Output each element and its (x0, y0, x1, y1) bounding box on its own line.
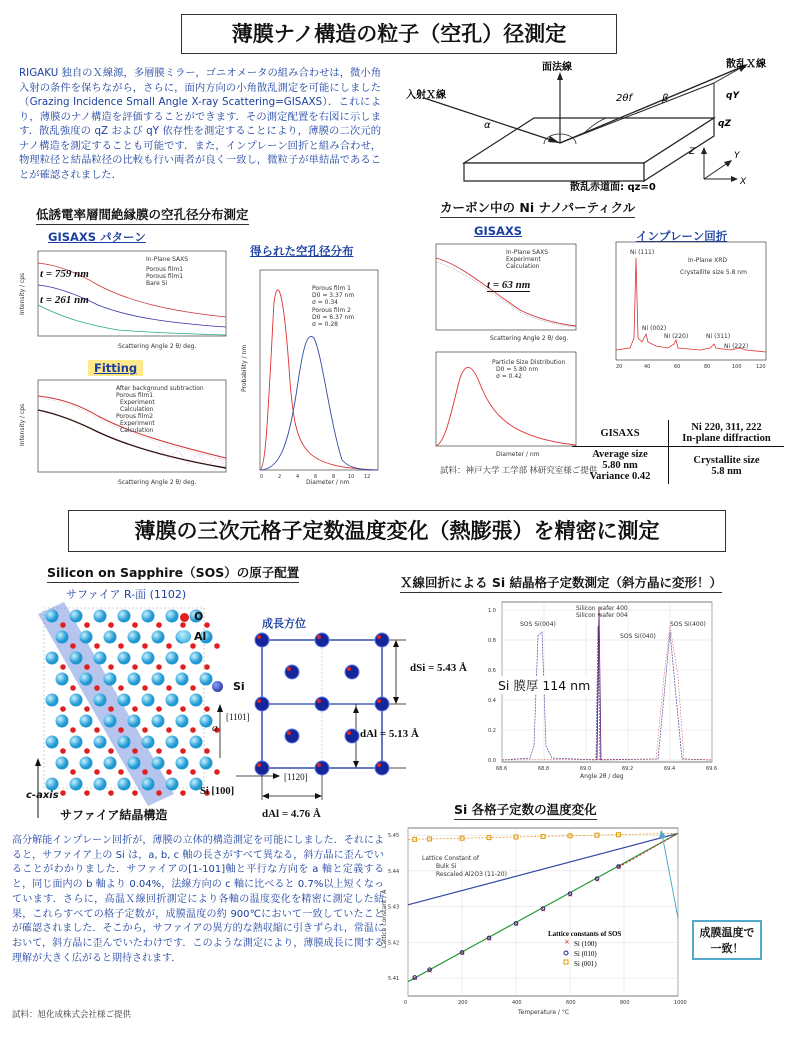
ni-size-table (572, 420, 784, 484)
o-atom (70, 727, 76, 733)
sapphire-plane-label: サファイア R-面 (1102) (66, 588, 187, 601)
dist-ylabel: Probability / nm (241, 344, 248, 392)
al-atom (128, 631, 141, 644)
o-atom (118, 685, 124, 691)
o-atom (142, 727, 148, 733)
al-atom (80, 631, 93, 644)
normal-label: 面法線 (542, 62, 572, 73)
o-atom (84, 748, 90, 754)
fit-legend-title: After background subtraction (116, 385, 204, 392)
temp-xtick: 800 (620, 1000, 630, 1006)
o-atom (132, 748, 138, 754)
pore-distribution-label: 得られた空孔径分布 (250, 244, 354, 258)
al-atom (128, 715, 141, 728)
point-si100: × (567, 890, 574, 899)
al-atom (142, 694, 155, 707)
al-atom (70, 778, 83, 791)
si-atom (345, 665, 359, 679)
svg-text:20: 20 (616, 364, 623, 370)
qy-label: qY (726, 91, 739, 101)
ni-saxs-xlabel: Scattering Angle 2 θ/ deg. (490, 335, 569, 342)
ni-gisaxs-label: GISAXS (474, 224, 523, 238)
fit-legend-1: Porous film1 (116, 392, 154, 399)
al-atom (176, 715, 189, 728)
al-atom (118, 694, 131, 707)
point-si100: × (594, 875, 601, 884)
al-atom (94, 694, 107, 707)
fit-legend-6: Calculation (120, 427, 154, 434)
si-atom (255, 697, 269, 711)
al-atom (56, 757, 69, 770)
al-atom (128, 757, 141, 770)
sapphire-structure-label: サファイア結晶構造 (60, 808, 168, 822)
o-atom (108, 790, 114, 796)
fit-legend-3: Calculation (120, 406, 154, 413)
o-atom (108, 748, 114, 754)
al-legend-label: Al (194, 630, 207, 643)
ni-xrd-chart (600, 238, 770, 378)
point-si100: × (616, 863, 622, 872)
si100-label: Si [100] (200, 786, 235, 797)
psd-d0: D0 = 5.80 nm (496, 366, 539, 373)
o-atom (132, 664, 138, 670)
si-atom (255, 633, 269, 647)
temp-legend2-1: Si (100) (574, 940, 597, 948)
o-legend-label: O (194, 610, 204, 623)
al-atom (46, 736, 59, 749)
temp-legend-bulk: Bulk Si (436, 863, 457, 870)
al-atom (70, 652, 83, 665)
al-atom (70, 610, 83, 623)
o-atom (94, 685, 100, 691)
xrd-legend-2: Silicon wafer 004 (576, 612, 628, 619)
al-atom (118, 652, 131, 665)
al-atom (142, 652, 155, 665)
alpha-label: α (484, 120, 491, 131)
o-atom (70, 643, 76, 649)
low-k-heading: 低誘電率層間絶縁膜の空孔径分布測定 (36, 205, 249, 225)
dist-legend-2: D0 = 3.37 nm (312, 292, 355, 299)
al-atom (152, 673, 165, 686)
si-atom (285, 665, 299, 679)
dist-legend-5: D0 = 6.37 nm (312, 314, 355, 321)
al-atom (94, 610, 107, 623)
temp-xtick: 200 (458, 1000, 468, 1006)
al-atom (94, 736, 107, 749)
si-atom (375, 761, 389, 775)
temp-xtick: 0 (404, 1000, 408, 1006)
temp-xtick: 1000 (674, 1000, 687, 1006)
al-atom (166, 652, 179, 665)
temp-xtick: 600 (566, 1000, 576, 1006)
al-atom (46, 694, 59, 707)
dist-legend-6: σ = 0.28 (312, 321, 339, 328)
temp-xlabel: Temperature / °C (518, 1009, 570, 1016)
temp-ytick: 5.42 (388, 940, 400, 947)
o-atom (94, 643, 100, 649)
svg-text:4: 4 (296, 474, 300, 480)
ni-credit: 試料：神戸大学 工学部 林研究室様ご提供 (440, 465, 598, 475)
o-atom (108, 622, 114, 628)
o-atom (166, 769, 172, 775)
al-atom (152, 631, 165, 644)
al-atom (46, 778, 59, 791)
dist-legend-4: Porous film 2 (312, 307, 351, 314)
fit-legend-4: Porous film2 (116, 413, 154, 420)
si-atom (285, 729, 299, 743)
d-al-label-2: dAl = 4.76 Å (262, 808, 321, 820)
si-atom (315, 633, 329, 647)
o-atom (166, 685, 172, 691)
o-atom (166, 727, 172, 733)
al-atom (118, 610, 131, 623)
o-atom (142, 769, 148, 775)
o-atom (204, 622, 210, 628)
section2-body: 高分解能インプレーン回折が，薄膜の立体的構造測定を可能にしました．それによると，サファイア上の Si は，a, b, c 軸の長さがすべて異なる，斜方晶に歪んでいることがわかりました．サファイアの[1-101]軸と平行な方向を a 軸と定義すると，同じ面内の b 軸より 0.04%，法線方向の c 軸に比べると 0.7%以上短くなっています．さらに，高温Ｘ線回折測定により各軸の温度変化を精密に測定した結果，これらすべての格子定数が，成膜温度の約 900℃において一致していたことが確認されました．そこから，サファイアの異方的な熱収縮に引きずられ，常温において，斜方晶に歪んでいたわけです．このような測定により，薄膜成長に関する理解が大きく広がると期待されます． (12, 835, 384, 964)
axis-x-label: X (740, 177, 747, 187)
table-cell-gisaxs: Average size 5.80 nm Variance 0.42 (572, 447, 669, 485)
o-atom (132, 622, 138, 628)
o-atom (84, 664, 90, 670)
o-legend-dot (180, 613, 189, 622)
low-k-fitting-chart (18, 376, 232, 488)
svg-text:2: 2 (278, 474, 282, 480)
scattered-beam-label: 散乱Ｘ線 (726, 59, 766, 70)
deposition-temp-callout: 成膜温度で一致！ (692, 920, 762, 960)
o-atom (60, 664, 66, 670)
si-thickness-label: Si 膜厚 114 nm (498, 678, 591, 693)
saxs-xlabel: Scattering Angle 2 θ/ deg. (118, 343, 197, 350)
qz-label: qZ (718, 119, 731, 129)
dir-1120-label: [1120] (284, 772, 308, 782)
gisaxs-geometry-diagram (384, 58, 782, 194)
o-atom (132, 706, 138, 712)
dist-xlabel: Diameter / nm (306, 479, 350, 486)
al-atom (176, 757, 189, 770)
point-si100: × (513, 920, 520, 929)
fit-xlabel: Scattering Angle 2 θ/ deg. (118, 479, 197, 486)
peak-ni222: Ni (222) (724, 343, 749, 350)
al-atom (142, 736, 155, 749)
growth-direction-label: 成長方位 (262, 617, 306, 630)
ni-inplane-label: インプレーン回折 (636, 229, 728, 243)
xrd-ytick: 0.2 (488, 728, 496, 734)
beta-label: β (662, 93, 669, 104)
o-atom (84, 790, 90, 796)
fitting-label: Fitting (88, 360, 143, 376)
svg-text:60: 60 (674, 364, 681, 370)
pore-distribution-chart (238, 262, 383, 492)
al-atom (152, 715, 165, 728)
d-si-label: dSi = 5.43 Å (410, 662, 468, 674)
o-atom (60, 706, 66, 712)
psd-sigma: σ = 0.42 (496, 373, 523, 380)
fit-ylabel: Intensity / cps (19, 403, 26, 446)
al-atom (118, 736, 131, 749)
xrd-size: Crystallite size 5.8 nm (680, 269, 747, 276)
xrd-xtick: 69.6 (706, 766, 718, 772)
xrd-peak-040: SOS Si(040) (620, 633, 656, 640)
peak-ni220: Ni (220) (664, 333, 689, 340)
al-atom (56, 673, 69, 686)
svg-text:6: 6 (314, 474, 318, 480)
svg-text:12: 12 (364, 474, 371, 480)
al-atom (152, 757, 165, 770)
o-atom (156, 622, 162, 628)
o-atom (190, 769, 196, 775)
al-atom (176, 673, 189, 686)
temp-legend-al2o3: Rescaled Al2O3 (11-20) (436, 871, 507, 878)
si-atom (375, 633, 389, 647)
xrd-xtick: 69.2 (622, 766, 634, 772)
svg-text:40: 40 (644, 364, 651, 370)
al-atom (104, 715, 117, 728)
o-atom (70, 685, 76, 691)
al-atom (104, 757, 117, 770)
o-atom (180, 790, 186, 796)
al-atom (70, 694, 83, 707)
al-atom (118, 778, 131, 791)
al-atom (94, 778, 107, 791)
d-al-label-1: dAl = 5.13 Å (360, 728, 419, 740)
si-atom (315, 761, 329, 775)
o-atom (118, 769, 124, 775)
al-atom (46, 652, 59, 665)
al-atom (128, 673, 141, 686)
o-atom (142, 685, 148, 691)
al-legend-dot (178, 630, 191, 643)
xrd-legend-1: Silicon wafer 400 (576, 605, 628, 612)
o-atom (108, 664, 114, 670)
al-atom (80, 673, 93, 686)
al-atom (56, 715, 69, 728)
svg-text:120: 120 (756, 364, 766, 370)
o-atom (180, 706, 186, 712)
o-atom (84, 622, 90, 628)
al-atom (104, 631, 117, 644)
temp-legend-title: Lattice Constant of (422, 855, 479, 862)
o-atom (180, 622, 186, 628)
al-atom (104, 673, 117, 686)
fit-legend-2: Experiment (120, 399, 155, 406)
al-atom (166, 610, 179, 623)
axis-y-label: Y (734, 151, 740, 161)
svg-text:×: × (564, 938, 570, 946)
temp-legend2-title: Lattice constants of SOS (548, 930, 622, 938)
o-atom (166, 643, 172, 649)
xrd-heading: Ｘ線回折による Si 結晶格子定数測定（斜方晶に変形！） (400, 573, 722, 593)
o-atom (132, 790, 138, 796)
fit-legend-5: Experiment (120, 420, 155, 427)
dist-legend-1: Porous film 1 (312, 285, 351, 292)
xrd-peak-400: SOS Si(400) (670, 621, 706, 628)
svg-text:0: 0 (260, 474, 264, 480)
section1-intro: RIGAKU 独自のＸ線源，多層膜ミラー，ゴニオメータの組み合わせは，微小角入射の条件を保ちながら，さらに，面内方向の小角散乱測定を可能にしました（Grazing Incidence Small Angle X-ray Scattering=GISAXS）．これにより，薄膜のナノ構造を評価することができます．その測定配置を右図に示します．散乱強度の qZ および qY 依存性を測定することにより，薄膜の二次元的ナノ構造を測定することも可能です．また，インプレーン回折と組み合わせ，物理粒径と結晶粒径の比較も行い両者が良く一致し，微粒子が単結晶であることが確認されました． (19, 67, 381, 181)
o-atom (190, 685, 196, 691)
xrd-xtick: 68.8 (538, 766, 550, 772)
xrd-ytick: 0.0 (488, 758, 496, 764)
o-atom (180, 748, 186, 754)
saxs-legend-3: Bare Si (146, 280, 168, 287)
temp-ytick: 5.44 (388, 868, 400, 875)
svg-text:80: 80 (704, 364, 711, 370)
peak-ni111: Ni (111) (630, 249, 655, 256)
point-si100: × (427, 966, 433, 975)
ni-saxs-chart (420, 240, 580, 344)
o-atom (108, 706, 114, 712)
xrd-xlabel: Angle 2θ / deg (580, 773, 624, 780)
xrd-ytick: 1.0 (488, 608, 496, 614)
si-atom (315, 697, 329, 711)
xrd-xtick: 68.6 (496, 766, 508, 772)
al-atom (56, 631, 69, 644)
temp-heading: Si 各格子定数の温度変化 (454, 800, 597, 820)
section2-title: 薄膜の三次元格子定数温度変化（熱膨張）を精密に測定 (68, 510, 726, 552)
o-atom (94, 727, 100, 733)
svg-text:8: 8 (332, 474, 336, 480)
al-atom (142, 778, 155, 791)
ni-psd-chart (420, 348, 580, 460)
temp-xtick: 400 (512, 1000, 522, 1006)
temp-ytick: 5.45 (388, 833, 400, 840)
xrd-peak-004: SOS Si(004) (520, 621, 556, 628)
o-atom (190, 643, 196, 649)
point-si100: × (459, 949, 466, 958)
table-cell-inplane: Crystallite size 5.8 nm (693, 454, 760, 477)
temp-lattice-chart (378, 818, 688, 1018)
al-atom (166, 736, 179, 749)
two-theta-label: 2θf (616, 93, 633, 104)
si-legend-label: Si (233, 680, 245, 693)
si-legend-dot (212, 681, 223, 692)
thickness-759: t = 759 nm (40, 268, 89, 280)
gisaxs-pattern-label: GISAXS パターン (48, 230, 146, 244)
xrd-ytick: 0.6 (488, 668, 496, 674)
temp-legend2-2: Si (010) (574, 950, 597, 958)
o-atom (156, 664, 162, 670)
sos-heading: Silicon on Sapphire（SOS）の原子配置 (47, 563, 299, 583)
point-si100: × (412, 974, 419, 983)
si-atom (255, 761, 269, 775)
o-atom (118, 643, 124, 649)
saxs-legend-2: Porous film1 (146, 273, 184, 280)
o-atom (60, 748, 66, 754)
ni-saxs-legend-2: Calculation (506, 263, 540, 270)
svg-text:100: 100 (732, 364, 742, 370)
o-atom (60, 790, 66, 796)
xrd-xtick: 69.0 (580, 766, 592, 772)
c-axis-label: c-axis (26, 790, 59, 801)
incident-beam-label: 入射Ｘ線 (406, 90, 446, 101)
si-atom (375, 697, 389, 711)
o-atom (180, 664, 186, 670)
al-atom (70, 736, 83, 749)
ni-heading: カーボン中の Ni ナノパーティクル (440, 198, 635, 218)
dir-1101-label: [1101] (226, 712, 250, 722)
ni-saxs-legend-title: In-Plane SAXS (506, 249, 549, 256)
sos-credit: 試料：旭化成株式会社様ご提供 (12, 1009, 132, 1019)
al-atom (142, 610, 155, 623)
saxs-ylabel: Intensity / cps (19, 272, 26, 315)
temp-legend2-3: Si (001) (574, 960, 597, 968)
ni-saxs-legend-1: Experiment (506, 256, 541, 263)
temp-ylabel: Lattice constant / Å (381, 889, 388, 948)
table-header-gisaxs: GISAXS (572, 420, 669, 447)
al-atom (166, 778, 179, 791)
o-atom (60, 622, 66, 628)
temp-ytick: 5.43 (388, 904, 400, 911)
xrd-ytick: 0.8 (488, 638, 496, 644)
o-atom (118, 727, 124, 733)
o-atom (84, 706, 90, 712)
o-atom (156, 748, 162, 754)
o-atom (94, 769, 100, 775)
saxs-legend-1: Porous film1 (146, 266, 184, 273)
dir-a-label: a (212, 722, 218, 734)
temp-ytick: 5.41 (388, 976, 400, 983)
peak-ni311: Ni (311) (706, 333, 731, 340)
al-atom (80, 715, 93, 728)
thickness-261: t = 261 nm (40, 294, 89, 306)
axis-z-label: Z (689, 147, 696, 157)
o-atom (156, 790, 162, 796)
al-atom (166, 694, 179, 707)
point-si100: × (540, 905, 547, 914)
o-atom (156, 706, 162, 712)
sapphire-atoms (24, 588, 214, 820)
dist-legend-3: σ = 0.34 (312, 299, 339, 306)
al-atom (80, 757, 93, 770)
xrd-ytick: 0.4 (488, 698, 496, 704)
equator-label: 散乱赤道面: qz=0 (570, 182, 656, 193)
point-si100: × (486, 935, 493, 944)
svg-text:10: 10 (348, 474, 355, 480)
peak-ni002: Ni (002) (642, 325, 667, 332)
table-header-inplane: Ni 220, 311, 222 In-plane diffraction (669, 420, 785, 447)
o-atom (190, 727, 196, 733)
section1-title: 薄膜ナノ構造の粒子（空孔）径測定 (181, 14, 617, 54)
psd-xlabel: Diameter / nm (496, 451, 540, 458)
psd-title: Particle Size Distribution (492, 359, 566, 366)
si-atom (345, 729, 359, 743)
o-atom (142, 643, 148, 649)
al-atom (94, 652, 107, 665)
al-atom (46, 610, 59, 623)
xrd-xtick: 69.4 (664, 766, 676, 772)
xrd-title: In-Plane XRD (688, 257, 727, 264)
o-atom (70, 769, 76, 775)
saxs-legend-title: In-Plane SAXS (146, 256, 189, 263)
ni-thickness: t = 63 nm (487, 279, 531, 291)
